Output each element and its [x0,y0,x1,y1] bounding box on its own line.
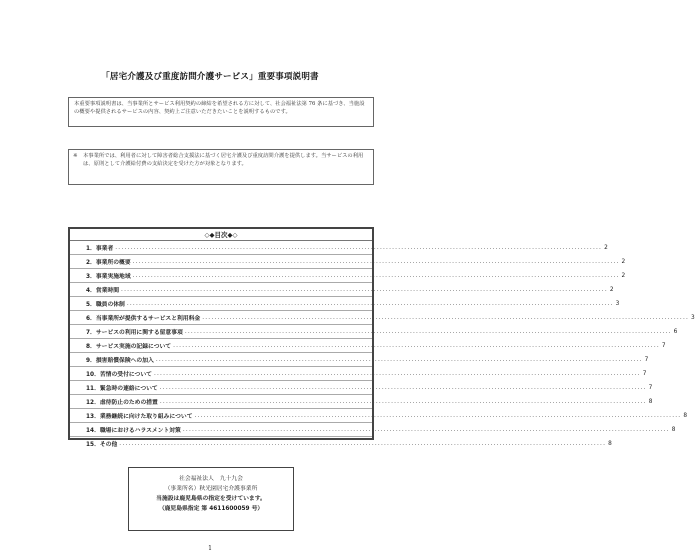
toc-number: 6． [86,316,96,322]
toc-label: 事業所の概要 [95,260,131,266]
toc-list [70,240,695,450]
toc-label: 当事業所が提供するサービスと利用料金 [95,316,201,322]
toc-page-number: 7 [661,342,666,349]
toc-row [70,325,678,339]
toc-page-number: 8 [648,398,653,405]
toc-row [70,423,676,437]
footer-corporation: 社会福祉法人 九十九会 [179,476,243,482]
toc-number: 13． [86,414,100,420]
toc-leader-dots: ................................................................................................................................................................ [159,398,647,405]
toc-leader-dots: ................................................................................................................................................................ [132,272,620,279]
toc-number: 9． [86,358,96,364]
toc-heading: ◇◆目次◆◇ [204,231,238,239]
toc-row [70,437,612,450]
notice-mark: ※ [73,153,78,159]
toc-label: 事業者 [95,246,114,252]
notice-box [68,149,374,185]
toc-label: その他 [99,442,118,448]
footer-office-name: （事業所名）秋光園居宅介護事業所 [164,486,258,492]
toc-number: 7． [86,330,96,336]
toc-row [70,311,695,325]
toc-label: 職員の体制 [95,302,125,308]
toc-number: 2． [86,260,96,266]
intro-box [68,97,374,127]
toc-page-number: 7 [644,356,649,363]
toc-leader-dots: ................................................................................................................................................................ [184,328,672,335]
toc-row [70,255,626,269]
toc-page-number: 8 [608,440,612,447]
toc-page-number: 8 [683,412,688,419]
toc-number: 8． [86,344,96,350]
toc-leader-dots: ................................................................................................................................................................ [182,426,670,433]
toc-label: サービス実施の記録について [95,344,172,350]
toc-row [70,381,653,395]
toc-row [70,395,653,409]
toc-label: 職場におけるハラスメント対策 [99,428,181,434]
footer-designation-number: （鹿児島県指定 第 4611600059 号） [158,506,264,512]
toc-page-number: 2 [604,244,608,251]
toc-leader-dots: ................................................................................................................................................................ [126,300,614,307]
toc-number: 15． [86,442,100,448]
toc-leader-dots: ................................................................................................................................................................ [119,440,607,447]
toc-label: 緊急時の連絡について [99,386,158,392]
page-number: 1 [208,545,212,552]
toc-row [70,269,626,283]
document-title: 「居宅介護及び重度訪問介護サービス」重要事項説明書 [101,72,319,82]
toc-label: 事業実施地域 [95,274,131,280]
intro-text: 本重要事項説明書は、当事業所とサービス利用契約の締結を希望される方に対して、社会福祉法第 76 条に基づき、当施設の概要や提供されるサービスの内容、契約上ご注意いただきたいことを説明するものです。 [74,101,365,115]
toc-row [70,353,649,367]
table-of-contents [68,227,695,448]
toc-leader-dots: ................................................................................................................................................................ [132,258,620,265]
toc-page-number: 3 [691,314,695,321]
toc-number: 3． [86,274,96,280]
toc-number: 4． [86,288,96,294]
toc-page-number: 2 [609,286,614,293]
toc-leader-dots: ................................................................................................................................................................ [202,314,690,321]
toc-row [70,297,620,311]
toc-row [70,283,614,297]
toc-page-number: 2 [621,272,626,279]
toc-label: 損害賠償保険への加入 [95,358,154,364]
toc-number: 1． [86,246,96,252]
toc-row [70,367,647,381]
footer-designation: 当施設は鹿児島県の指定を受けています。 [156,496,266,502]
toc-leader-dots: ................................................................................................................................................................ [155,356,643,363]
toc-number: 12． [86,400,100,406]
toc-label: 苦情の受付について [99,372,152,378]
toc-leader-dots: ................................................................................................................................................................ [115,244,603,251]
toc-page-number: 2 [621,258,626,265]
toc-row [70,241,608,255]
toc-page-number: 6 [673,328,678,335]
toc-row [70,339,666,353]
toc-number: 11． [86,386,100,392]
toc-leader-dots: ................................................................................................................................................................ [194,412,682,419]
footer-box [128,467,294,531]
toc-number: 14． [86,428,100,434]
toc-leader-dots: ................................................................................................................................................................ [159,384,647,391]
toc-label: サービスの利用に関する留意事項 [95,330,183,336]
notice-text: 本事業所では、利用者に対して障害者総合支援法に基づく居宅介護及び重度訪問介護を提供します。当サービスの利用は、原則として介護給付費の支給決定を受けた方が対象となります。 [83,153,364,167]
toc-page-number: 8 [671,426,676,433]
toc-page-number: 3 [615,300,620,307]
toc-label: 営業時間 [95,288,120,294]
toc-leader-dots: ................................................................................................................................................................ [121,286,608,293]
toc-leader-dots: ................................................................................................................................................................ [173,342,660,349]
toc-row [70,409,688,423]
toc-number: 5． [86,302,96,308]
toc-number: 10． [86,372,100,378]
toc-label: 虐待防止のための措置 [99,400,158,406]
toc-page-number: 7 [648,384,653,391]
toc-leader-dots: ................................................................................................................................................................ [153,370,641,377]
toc-page-number: 7 [642,370,647,377]
toc-label: 業務継続に向けた取り組みについて [99,414,193,420]
